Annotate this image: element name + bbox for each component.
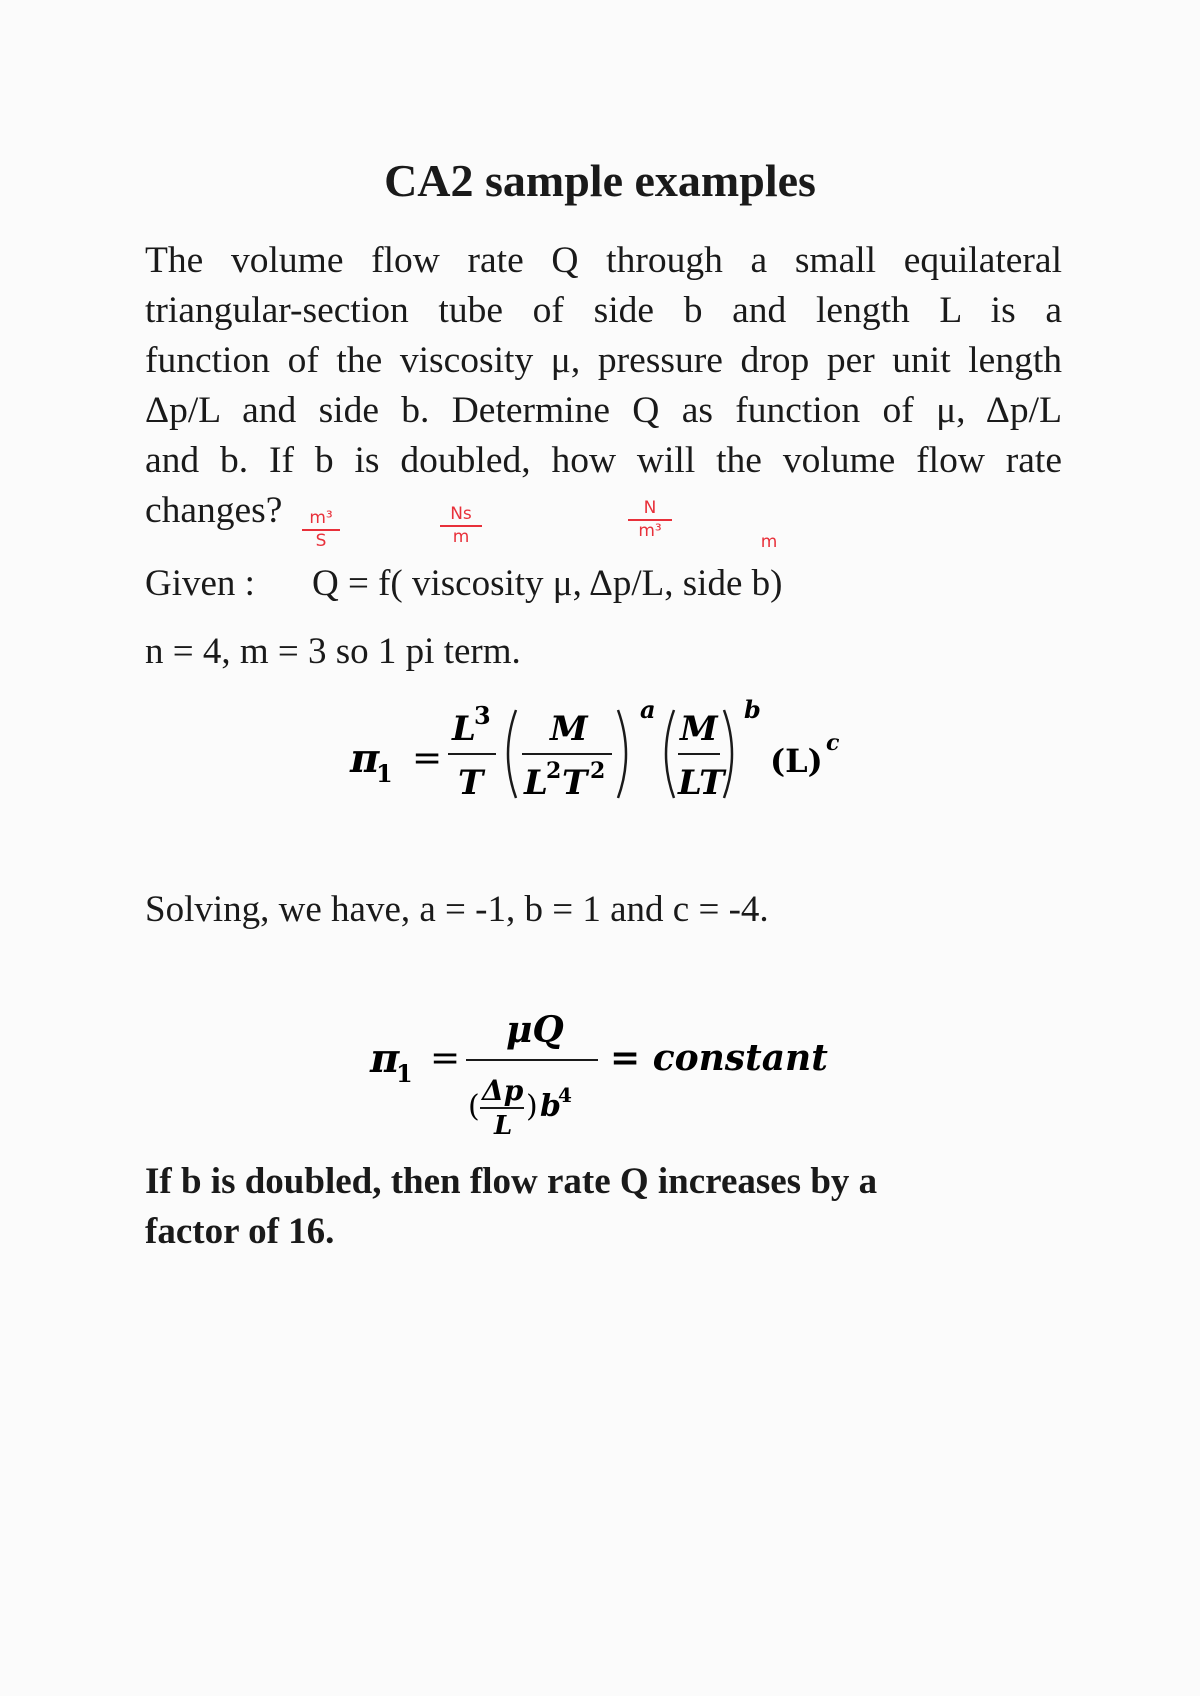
- handwritten-unit-dpl: [628, 500, 672, 540]
- pi-subscript: 1: [396, 1059, 413, 1088]
- pi-equation-1: [340, 690, 860, 820]
- side-b: b: [540, 1089, 561, 1124]
- svg-text:): ): [526, 1089, 538, 1124]
- unit-denominator: m³: [638, 521, 662, 541]
- problem-line: Δp/L and side b. Determine Q as function of μ, Δp/L: [145, 390, 1062, 431]
- fraction-denominator: L: [524, 763, 548, 803]
- exponent: 3: [474, 701, 491, 730]
- fraction-numerator: Δp: [482, 1074, 524, 1107]
- exponent: 4: [558, 1083, 572, 1107]
- given-expression: Q = f( viscosity μ, Δp/L, side b): [312, 563, 783, 604]
- svg-text:(: (: [468, 1089, 480, 1124]
- unit-denominator: m: [452, 527, 470, 547]
- given-line: [145, 562, 783, 605]
- problem-line: triangular-section tube of side b and length L is a: [145, 290, 1062, 331]
- fraction-numerator: μQ: [506, 1009, 564, 1051]
- handwritten-unit-mu: [440, 506, 482, 546]
- fraction-numerator: L: [452, 709, 476, 749]
- fraction-denominator: T: [562, 763, 588, 803]
- given-label: Given :: [145, 563, 255, 604]
- problem-line: The volume flow rate Q through a small equilateral: [145, 240, 1062, 281]
- conclusion-line: factor of 16.: [145, 1211, 335, 1252]
- problem-line: function of the viscosity μ, pressure drop per unit length: [145, 340, 1062, 381]
- pi-symbol: π: [370, 1035, 400, 1082]
- problem-line: changes?: [145, 490, 283, 531]
- pi-term-count: n = 4, m = 3 so 1 pi term.: [145, 631, 521, 672]
- fraction-denominator: L: [494, 1111, 513, 1140]
- problem-line: and b. If b is doubled, how will the volume flow rate: [145, 440, 1062, 481]
- exponent: a: [640, 695, 656, 724]
- handwritten-unit-q: [302, 510, 340, 550]
- fraction-numerator: M: [550, 709, 588, 749]
- exponent: 2: [590, 758, 606, 784]
- solving-line: Solving, we have, a = -1, b = 1 and c = -4.: [145, 889, 769, 930]
- length-factor: (L): [770, 742, 823, 780]
- unit-numerator: m³: [309, 508, 333, 528]
- fraction-numerator: M: [680, 709, 718, 749]
- conclusion: [145, 1157, 877, 1257]
- handwritten-unit-b: m: [760, 532, 778, 552]
- unit-numerator: Ns: [450, 504, 472, 524]
- unit-numerator: N: [643, 498, 657, 518]
- problem-statement: [145, 236, 1062, 536]
- fraction-denominator: LT: [678, 763, 725, 803]
- equals-sign: =: [412, 738, 443, 779]
- exponent: b: [744, 695, 761, 724]
- pi-symbol: π: [350, 735, 380, 782]
- page-title: CA2 sample examples: [384, 155, 816, 206]
- exponent: c: [826, 730, 840, 756]
- pi-equation-2: [360, 1000, 840, 1140]
- unit-denominator: S: [315, 531, 327, 551]
- pi-subscript: 1: [376, 759, 393, 788]
- exponent: 2: [546, 758, 562, 784]
- equals-sign: =: [430, 1038, 461, 1079]
- constant-term: = constant: [610, 1037, 828, 1079]
- fraction-denominator: T: [458, 763, 484, 803]
- conclusion-line: If b is doubled, then flow rate Q increases by a: [145, 1161, 878, 1202]
